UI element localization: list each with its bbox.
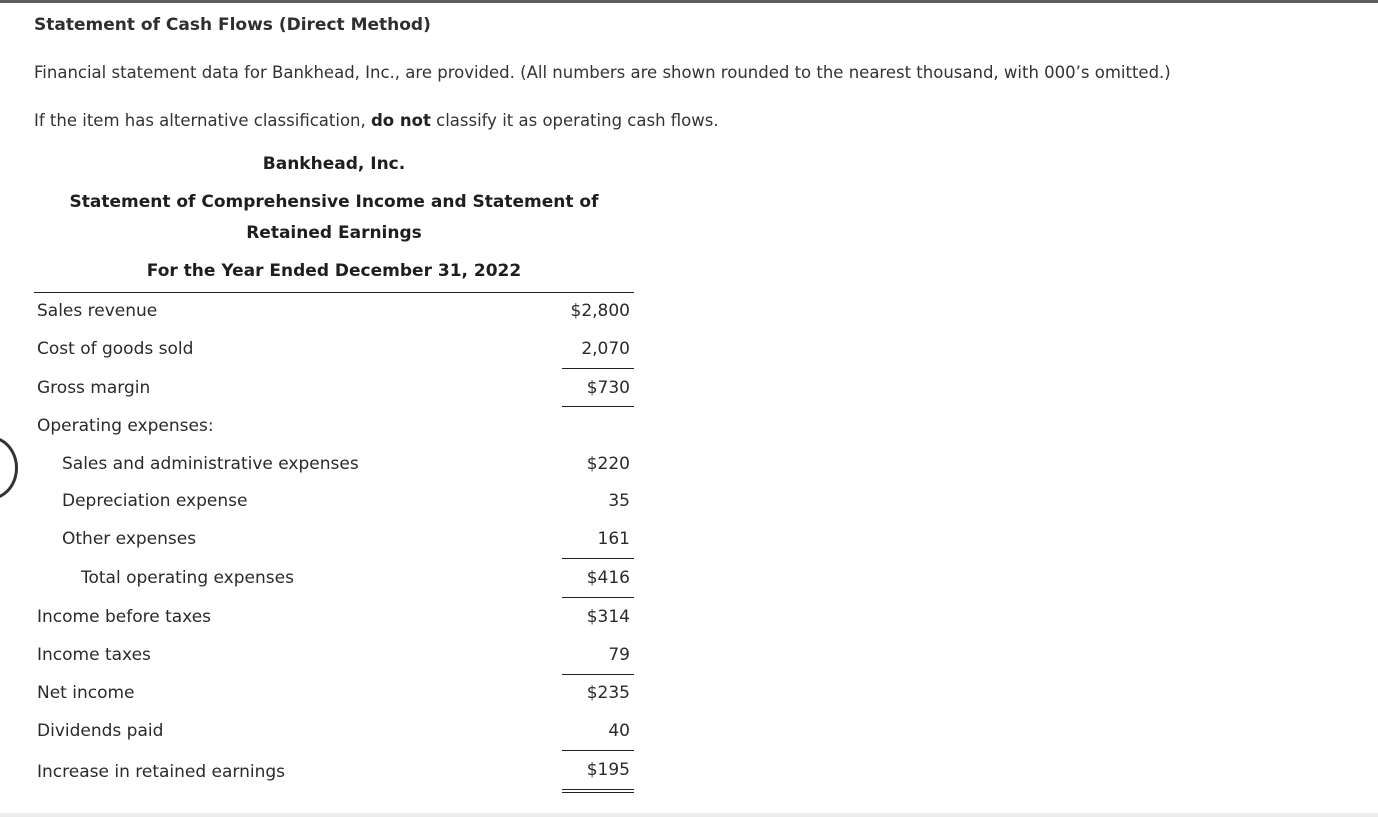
company-name: Bankhead, Inc. [262, 154, 406, 174]
top-border [0, 0, 1378, 3]
row-value-net-income: $235 [586, 683, 630, 703]
subtotal-rule [562, 558, 634, 559]
row-value-income-taxes: 79 [608, 645, 630, 665]
statement-title-line-1: Statement of Comprehensive Income and Statement of [69, 192, 599, 212]
subtotal-rule [562, 597, 634, 598]
row-value-sales-revenue: $2,800 [570, 301, 630, 321]
instruction-text-end: classify it as operating cash flows. [430, 111, 719, 130]
row-value-dividends-paid: 40 [608, 721, 630, 741]
row-label-operating-expenses: Operating expenses: [37, 416, 214, 436]
row-label-sales-revenue: Sales revenue [37, 301, 158, 321]
row-value-increase-retained-earnings: $195 [586, 760, 630, 780]
subtotal-rule [562, 674, 634, 675]
statement-title-line-2: Retained Earnings [246, 223, 422, 243]
subtotal-rule [562, 368, 634, 369]
total-double-rule [562, 789, 634, 793]
row-value-gross-margin: $730 [586, 378, 630, 398]
row-label-gross-margin: Gross margin [37, 378, 151, 398]
subtotal-rule [562, 750, 634, 751]
bottom-border [0, 813, 1378, 817]
row-label-dividends-paid: Dividends paid [37, 721, 164, 741]
row-value-total-operating-expenses: $416 [586, 568, 630, 588]
cursor-circle-icon [0, 436, 18, 500]
intro-paragraph: Financial statement data for Bankhead, Inc., are provided. (All numbers are shown rounded to the nearest thousand, with 000’s omitted.) [34, 63, 1171, 82]
row-label-net-income: Net income [37, 683, 135, 703]
row-label-cost-of-goods-sold: Cost of goods sold [37, 339, 194, 359]
row-label-total-operating-expenses: Total operating expenses [81, 568, 294, 588]
row-value-depreciation-expense: 35 [608, 491, 630, 511]
row-value-other-expenses: 161 [597, 529, 630, 549]
statement-period: For the Year Ended December 31, 2022 [146, 261, 522, 281]
row-label-depreciation-expense: Depreciation expense [62, 491, 248, 511]
row-label-other-expenses: Other expenses [62, 529, 197, 549]
page-title: Statement of Cash Flows (Direct Method) [34, 15, 431, 35]
row-value-sales-admin-expenses: $220 [586, 454, 630, 474]
row-label-sales-admin-expenses: Sales and administrative expenses [62, 454, 359, 474]
row-label-income-taxes: Income taxes [37, 645, 151, 665]
instruction-text-start: If the item has alternative classification, [34, 111, 371, 130]
instruction-paragraph [34, 111, 719, 130]
row-value-cost-of-goods-sold: 2,070 [581, 339, 630, 359]
header-divider [34, 292, 634, 293]
instruction-emphasis: do not [371, 111, 431, 130]
row-label-income-before-taxes: Income before taxes [37, 607, 212, 627]
row-value-income-before-taxes: $314 [586, 607, 630, 627]
subtotal-rule [562, 406, 634, 407]
row-label-increase-retained-earnings: Increase in retained earnings [37, 762, 286, 782]
